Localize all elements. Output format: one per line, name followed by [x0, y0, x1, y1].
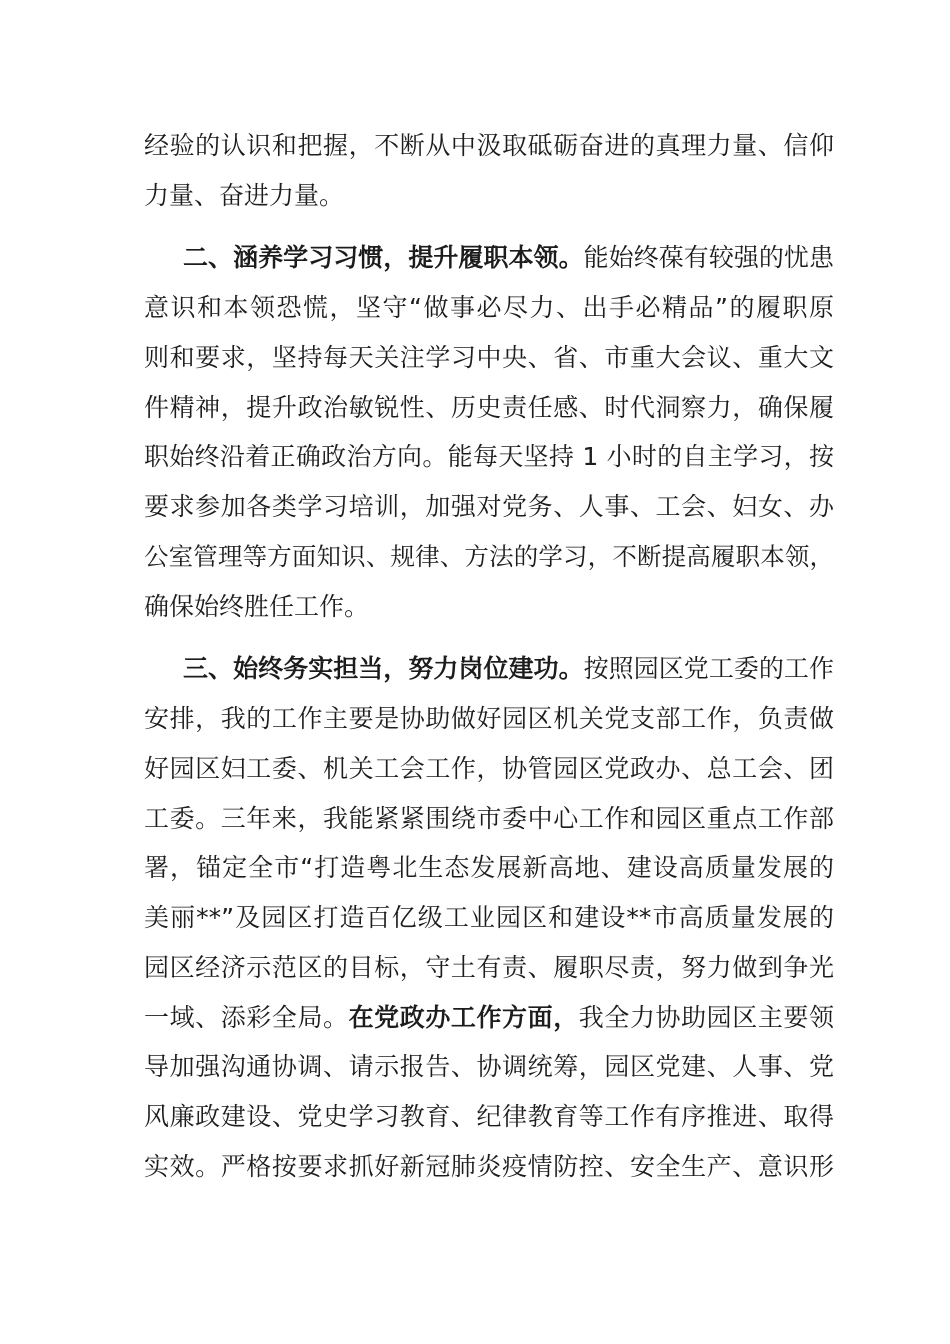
body-text-line [144, 794, 834, 844]
body-text-line [144, 993, 834, 1043]
body-text-line [144, 283, 834, 333]
text-run: 力量、奋进力量。 [144, 181, 345, 210]
body-text-line [144, 893, 834, 943]
section-heading-line [183, 644, 834, 694]
text-run: 则和要求，坚持每天关注学习中央、省、市重大会议、重大文 [144, 343, 834, 372]
text-run: 按照园区党工委的工作 [583, 654, 834, 683]
body-text-line [144, 843, 834, 893]
text-run: 美丽**”及园区打造百亿级工业园区和建设**市高质量发展的 [144, 903, 834, 932]
text-run: 职始终沿着正确政治方向。能每天坚持 1 小时的自主学习，按 [144, 442, 834, 471]
text-run: 导加强沟通协调、请示报告、协调统筹，园区党建、人事、党 [144, 1052, 834, 1081]
body-text-line [144, 1042, 834, 1092]
text-run: 要求参加各类学习培训，加强对党务、人事、工会、妇女、办 [144, 492, 834, 521]
text-run: 一域、添彩全局。 [144, 1003, 349, 1032]
body-text-line [144, 333, 834, 383]
body-text-line [144, 582, 834, 632]
text-run: 能始终葆有较强的忧患 [583, 243, 834, 272]
body-text-line [144, 694, 834, 744]
text-run: 确保始终胜任工作。 [144, 592, 370, 621]
body-text-line [144, 383, 834, 433]
subsection-heading: 在党政办工作方面， [348, 1003, 579, 1032]
section-heading: 三、始终务实担当，努力岗位建功。 [183, 654, 584, 683]
body-text-line [144, 482, 834, 532]
text-run: 风廉政建设、党史学习教育、纪律教育等工作有序推进、取得 [144, 1102, 834, 1131]
text-run: 好园区妇工委、机关工会工作，协管园区党政办、总工会、团 [144, 754, 834, 783]
section-heading: 二、涵养学习习惯，提升履职本领。 [183, 243, 584, 272]
body-text-line [144, 943, 834, 993]
body-text-line [144, 171, 834, 221]
body-text-line [144, 432, 834, 482]
text-run: 实效。严格按要求抓好新冠肺炎疫情防控、安全生产、意识形 [144, 1152, 834, 1181]
body-text-line [144, 532, 834, 582]
text-run: 安排，我的工作主要是协助做好园区机关党支部工作，负责做 [144, 704, 834, 733]
body-text-line [144, 121, 834, 171]
text-run: 经验的认识和把握，不断从中汲取砥砺奋进的真理力量、信仰 [144, 131, 834, 160]
text-run: 意识和本领恐慌，坚守“做事必尽力、出手必精品”的履职原 [144, 293, 834, 322]
body-text-line [144, 1092, 834, 1142]
text-run: 我全力协助园区主要领 [578, 1003, 834, 1032]
body-text-line [144, 1142, 834, 1192]
text-run: 工委。三年来，我能紧紧围绕市委中心工作和园区重点工作部 [144, 804, 834, 833]
text-run: 件精神，提升政治敏锐性、历史责任感、时代洞察力，确保履 [144, 393, 834, 422]
text-run: 公室管理等方面知识、规律、方法的学习，不断提高履职本领， [144, 542, 834, 571]
body-text-line [144, 744, 834, 794]
text-run: 署，锚定全市“打造粤北生态发展新高地、建设高质量发展的 [144, 853, 834, 882]
section-heading-line [183, 233, 834, 283]
text-run: 园区经济示范区的目标，守土有责、履职尽责，努力做到争光 [144, 953, 834, 982]
